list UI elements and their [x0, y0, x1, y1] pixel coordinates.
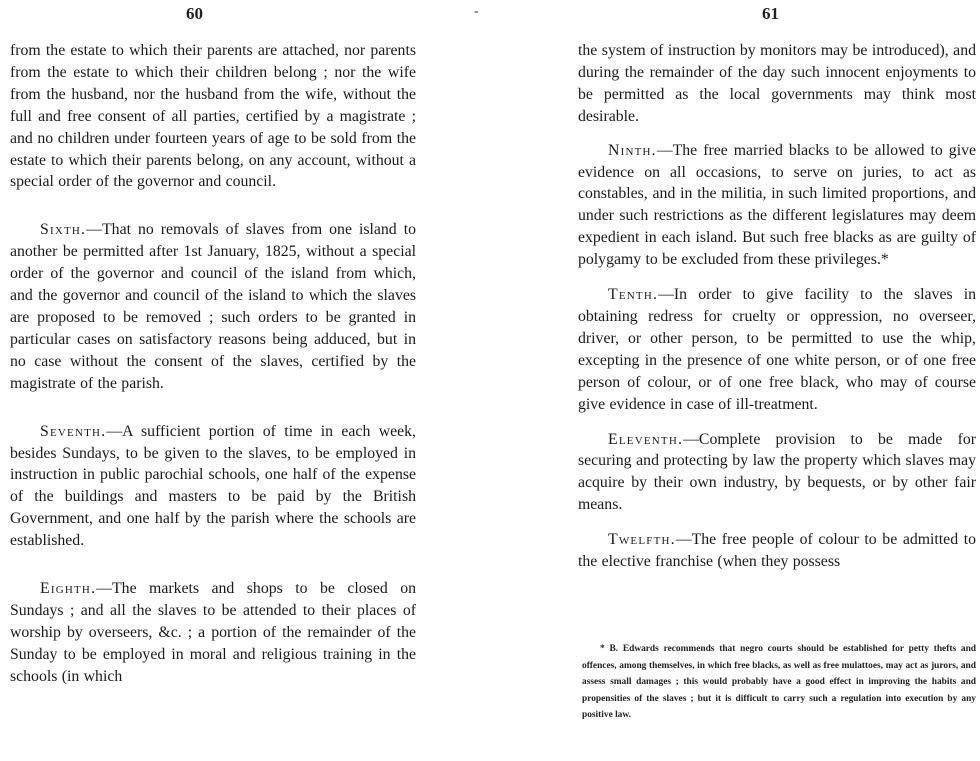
footnote: * B. Edwards recommends that negro courts should be established for petty thefts and offences, among themselves, in which free blacks, as well as free mulattoes, may act as jurors, and assess small damages ; this would probably have a good effect in improving the habits and propensities of the slaves ; but it is difficult to carry such a regulation into execution by any positive law. — [582, 644, 976, 721]
paragraph-twelfth — [578, 529, 976, 573]
paragraph-tenth — [578, 284, 976, 415]
paragraph-text: —Complete provision to be made for securing and protecting by law the property which slaves may acquire by their own industry, by bequests, or by other fair means. — [578, 430, 976, 514]
paragraph-text: —The markets and shops to be closed on Sundays ; and all the slaves to be attended to their places of worship by overseers, &c. ; a portion of the remainder of the Sunday to be employed in moral and religious training in the schools (in which — [10, 580, 416, 685]
paragraph-continuation — [578, 40, 976, 128]
paragraph-eleventh — [578, 429, 976, 517]
page-number: 60 — [186, 4, 203, 23]
paragraph-heading: Tenth. — [608, 286, 659, 304]
paragraph-heading: Twelfth. — [608, 531, 676, 549]
paragraph-text: —A sufficient portion of time in each week, besides Sundays, to be given to the slaves, to be employed in instruction in public parochial schools, one half of the expense of the buildings and masters to be paid by the British Government, and one half by the parish where the schools are established. — [10, 422, 416, 550]
page-separator: - — [474, 4, 479, 19]
text-column — [578, 40, 976, 573]
paragraph-continuation — [10, 40, 416, 193]
paragraph-ninth — [578, 140, 976, 271]
paragraph-heading: Eighth. — [40, 580, 97, 598]
paragraph-sixth — [10, 219, 416, 394]
paragraph-text: —In order to give facility to the slaves in obtaining redress for cruelty or oppression, no overseer, driver, or other person, to be permitted to use the whip, excepting in the presence of one white person, or of one free person of colour, or of one free black, who may of course give evidence in case of ill-treatment. — [578, 286, 976, 413]
paragraph-text: —The free married blacks to be allowed to give evidence on all occasions, to serve on juries, to act as constables, and in the militia, in such limited proportions, and under such restrictions as the different legislatures may deem expedient in each island. But such free blacks as are guilty of polygamy to be excluded from these privileges.* — [578, 141, 976, 269]
paragraph-heading: Seventh. — [40, 422, 107, 440]
paragraph-heading: Sixth. — [40, 221, 87, 239]
paragraph-eighth — [10, 578, 416, 688]
paragraph-text: —The free people of colour to be admitted to the elective franchise (when they possess — [578, 531, 976, 571]
paragraph-text: —That no removals of slaves from one island to another be permitted after 1st January, 1825, without a special order of the governor and council of the island from which, and the governor and council of the island to which the slaves are proposed to be removed ; such orders to be granted in particular cases on satisfactory reasons being adduced, but in no case without the consent of the slaves, certified by the magistrate of the parish. — [10, 221, 416, 392]
paragraph-heading: Ninth. — [608, 141, 657, 159]
paragraph-text: from the estate to which their parents are attached, nor parents from the estate to which their children belong ; nor the wife from the husband, nor the husband from the wife, without the full and free consent of all parties, certified by a magistrate ; and no children under fourteen years of age to be sold from the estate to which their parents belong, on any account, without a special order of the governor and council. — [10, 42, 416, 191]
page-number: 61 — [762, 4, 779, 23]
text-column — [10, 40, 416, 688]
paragraph-seventh — [10, 421, 416, 552]
paragraph-text: the system of instruction by monitors may be introduced), and during the remainder of the day such innocent enjoyments to be permitted as the local governments may think most desirable. — [578, 42, 976, 125]
paragraph-heading: Eleventh. — [608, 430, 684, 448]
